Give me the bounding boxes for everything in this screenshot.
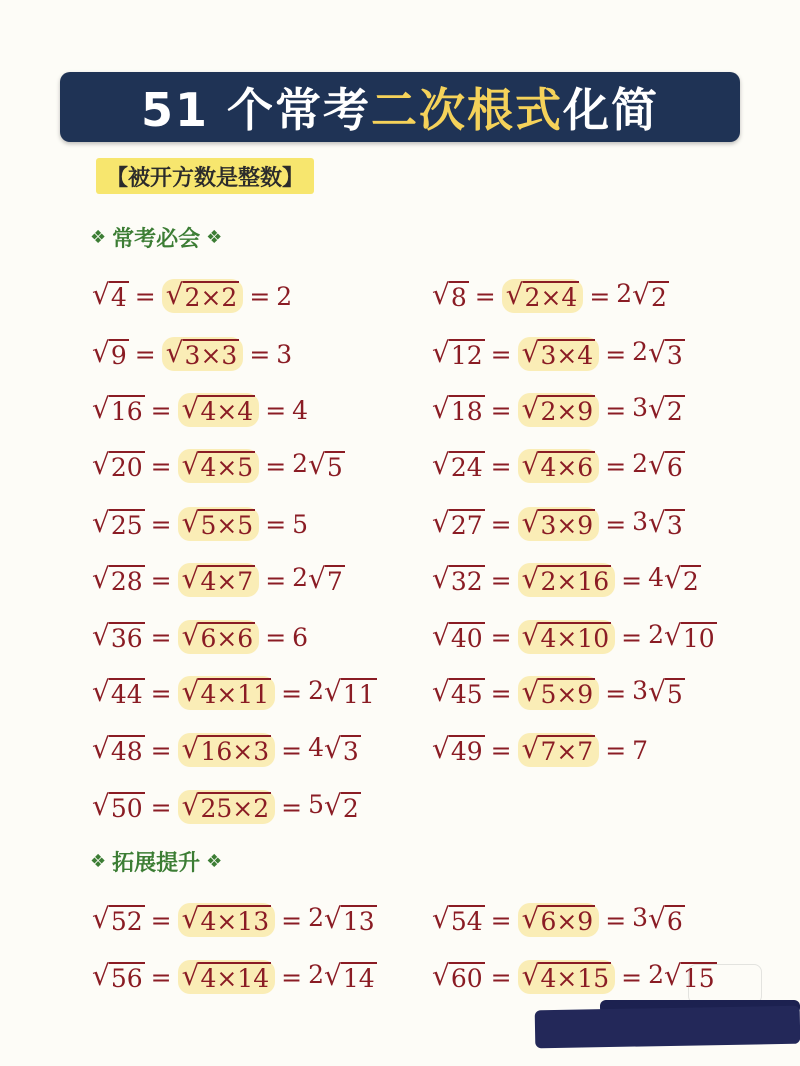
diamond-icon: ❖ [90, 851, 107, 872]
equation-row: √ 52 = √ 4×13 = 2 √ 13 [92, 902, 375, 936]
watermark [688, 964, 762, 1004]
equation-row: √ 16 = √ 4×4 = 4 [92, 392, 309, 426]
title-part-1: 51 个常考 [140, 83, 372, 137]
title-part-3: 化简 [563, 83, 660, 137]
equation-row: √ 56 = √ 4×14 = 2 √ 14 [92, 959, 375, 993]
equation-row: √ 50 = √ 25×2 = 5 √ 2 [92, 789, 359, 823]
equation-row: √ 60 = √ 4×15 = 2 √ 15 [432, 959, 715, 993]
section-heading-extended [90, 846, 222, 877]
equation-row: √ 54 = √ 6×9 = 3 √ 6 [432, 902, 683, 936]
equation-row: √ 25 = √ 5×5 = 5 [92, 506, 309, 540]
section-label: 拓展提升 [112, 851, 201, 876]
equation-row: √ 4 = √ 2×2 = 2 [92, 278, 293, 312]
title-part-2: 二次根式 [371, 83, 564, 137]
equation-row: √ 8 = √ 2×4 = 2 √ 2 [432, 278, 667, 312]
equation-row: √ 36 = √ 6×6 = 6 [92, 619, 309, 653]
equation-row: √ 44 = √ 4×11 = 2 √ 11 [92, 675, 375, 709]
equation-row: √ 18 = √ 2×9 = 3 √ 2 [432, 392, 683, 426]
equation-row: √ 12 = √ 3×4 = 2 √ 3 [432, 336, 683, 370]
diamond-icon: ❖ [206, 851, 223, 872]
redaction-scribble [535, 1006, 800, 1049]
equation-row: √ 20 = √ 4×5 = 2 √ 5 [92, 448, 343, 482]
equation-row: √ 45 = √ 5×9 = 3 √ 5 [432, 675, 683, 709]
equation-row: √ 48 = √ 16×3 = 4 √ 3 [92, 732, 359, 766]
equation-row: √ 9 = √ 3×3 = 3 [92, 336, 293, 370]
equation-row: √ 28 = √ 4×7 = 2 √ 7 [92, 562, 343, 596]
section-heading-basic [90, 222, 222, 253]
equation-row: √ 32 = √ 2×16 = 4 √ 2 [432, 562, 699, 596]
title-banner [60, 72, 740, 142]
diamond-icon: ❖ [90, 227, 107, 248]
equation-row: √ 40 = √ 4×10 = 2 √ 10 [432, 619, 715, 653]
subtitle: 【被开方数是整数】 [96, 158, 314, 194]
section-label: 常考必会 [112, 227, 201, 252]
equation-row: √ 49 = √ 7×7 = 7 [432, 732, 649, 766]
equation-row: √ 27 = √ 3×9 = 3 √ 3 [432, 506, 683, 540]
diamond-icon: ❖ [206, 227, 223, 248]
equation-row: √ 24 = √ 4×6 = 2 √ 6 [432, 448, 683, 482]
